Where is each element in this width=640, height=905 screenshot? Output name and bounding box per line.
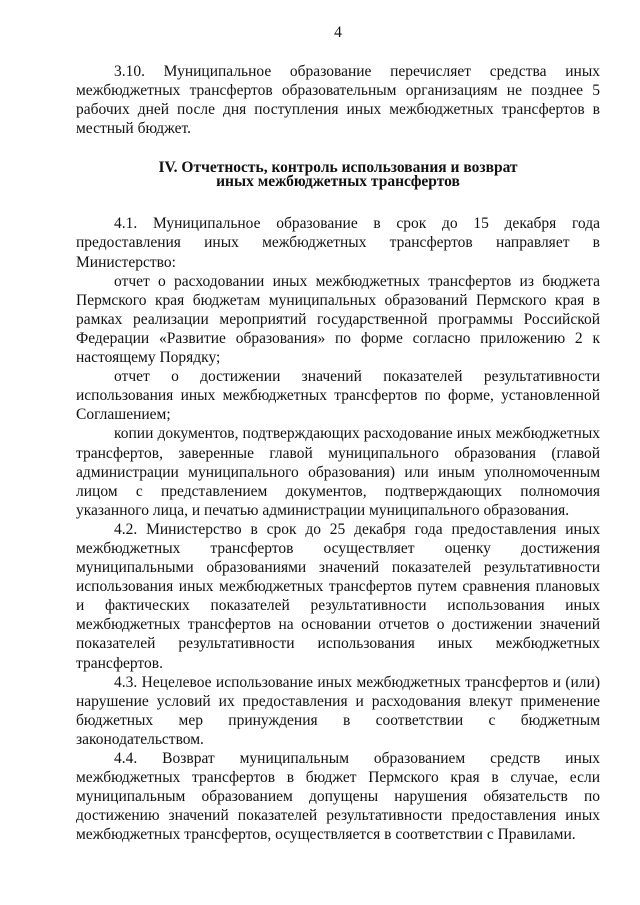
page-number: 4: [334, 24, 342, 41]
paragraph-document-copies: копии документов, подтверждающих расходование иных межбюджетных трансфертов, заверенные главой муниципального образования (главой администрации муниципального образования) или иным уполномоченным лицом с представлением документов, подтверждающих полномочия указанного лица, и печатью администрации муниципального образования.: [76, 425, 600, 519]
section-heading: [76, 161, 600, 188]
paragraph-3-10: 3.10. Муниципальное образование перечисляет средства иных межбюджетных трансфертов образовательным организациям не позднее 5 рабочих дней после дня поступления иных межбюджетных трансфертов в местный бюджет.: [76, 63, 600, 138]
paragraph-4-3: 4.3. Нецелевое использование иных межбюджетных трансфертов и (или) нарушение условий их предоставления и расходования влекут применение бюджетных мер принуждения в соответствии с бюджетным законодательством.: [76, 673, 600, 748]
section-title-line-2: иных межбюджетных трансфертов: [216, 172, 460, 190]
paragraph-4-2: 4.2. Министерство в срок до 25 декабря года предоставления иных межбюджетных трансфертов осуществляет оценку достижения муниципальными образованиями значений показателей результативности использования иных межбюджетных трансфертов путем сравнения плановых и фактических показателей результативности использования иных межбюджетных трансфертов на основании отчетов о достижении значений показателей результативности использования иных межбюджетных трансфертов.: [76, 520, 600, 672]
document-page: [76, 0, 600, 844]
paragraph-report-indicators: отчет о достижении значений показателей результативности использования иных межбюджетных трансфертов по форме, установленной Соглашением;: [76, 368, 600, 424]
paragraph-report-expenditure: отчет о расходовании иных межбюджетных трансфертов из бюджета Пермского края бюджетам муниципальных образований Пермского края в рамках реализации мероприятий государственной программы Российской Федерации «Развитие образования» по форме согласно приложению 2 к настоящему Порядку;: [76, 272, 600, 367]
section-title-line-1: IV. Отчетность, контроль использования и возврат: [158, 159, 518, 177]
paragraph-4-4: 4.4. Возврат муниципальным образованием средств иных межбюджетных трансфертов в бюджет Пермского края в случае, если муниципальным образованием допущены нарушения обязательств по достижению значений показателей результативности предоставления иных межбюджетных трансфертов, осуществляется в соответствии с Правилами.: [76, 750, 600, 844]
paragraph-4-1: 4.1. Муниципальное образование в срок до 15 декабря года предоставления иных межбюджетных трансфертов направляет в Министерство:: [76, 215, 600, 271]
